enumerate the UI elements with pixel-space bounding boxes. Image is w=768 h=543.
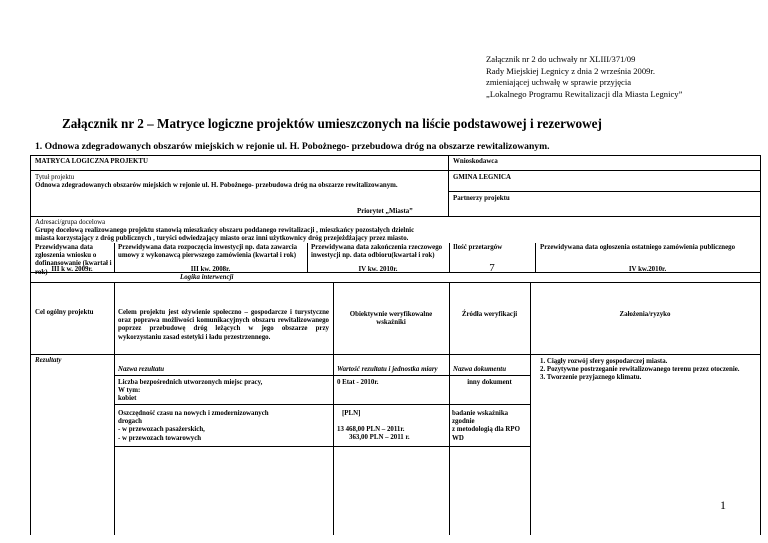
assumptions-list	[540, 358, 755, 383]
result-doc: inny dokument	[467, 379, 512, 386]
result-name-line: - w przewozach towarowych	[118, 434, 202, 442]
result-doc-multi	[452, 410, 530, 443]
result-name-line: kobiet	[118, 395, 137, 403]
assumption-item: 1. Ciągły rozwój sfery gospodarczej miasta.	[540, 358, 668, 365]
submission-date-label: Przewidywana data zgłoszenia wniosku o dofinansowanie (kwartał i rok)	[35, 244, 112, 276]
target-group-label: Adresaci/grupa docelowa	[35, 219, 106, 226]
goal-label: Cel ogólny projektu	[35, 309, 94, 316]
header-line: „Lokalnego Programu Rewitalizacji dla Miasta Legnicy”	[486, 88, 683, 99]
priority-label: Priorytet „Miasta”	[357, 208, 413, 215]
header-line: zmieniającej uchwałę w sprawie przyjęcia	[486, 77, 632, 88]
end-date-value: IV kw. 2010r.	[358, 266, 398, 273]
project-title-value: Odnowa zdegradowanych obszarów miejskich w rejonie ul. H. Pobożnego- przebudowa dróg na obszarze rewitalizowanym.	[35, 182, 398, 189]
tenders-label: Ilość przetargów	[453, 244, 503, 251]
start-date-label: Przewidywana data rozpoczęcia inwestycji np. data zawarcia umowy z wykonawcą pierwszego zamówienia (kwartał i rok)	[118, 244, 298, 260]
objective-indicators-label: Obiektywnie weryfikowalne wskaźniki	[349, 311, 433, 327]
section-heading: 1. Odnowa zdegradowanych obszarów miejskich w rejonie ul. H. Pobożnego- przebudowa dróg na obszarze rewitalizowanym.	[35, 141, 550, 152]
goal-text: Celem projektu jest ożywienie społeczno – gospodarcze i turystyczne oraz poprawa możliwości komunikacyjnych obszaru rewitalizowanego poprzez przebudowę dróg leżących w jego obszarze przy wykorzystaniu zasad estetyki i ładu przestrzennego.	[118, 309, 329, 341]
last-tender-value: IV kw.2010r.	[628, 266, 667, 273]
results-label: Rezultaty	[35, 357, 62, 364]
tenders-value: 7	[489, 262, 495, 274]
assumption-item: 3. Tworzenie przyjaznego klimatu.	[540, 374, 642, 382]
resolution-header	[486, 54, 756, 100]
submission-date-value: III k w. 2009r.	[51, 266, 93, 273]
page-title: Załącznik nr 2 – Matryce logiczne projektów umieszczonych na liście podstawowej i rezerwowej	[62, 116, 602, 131]
project-title-label: Tytuł projektu	[35, 174, 75, 181]
assumptions-label: Założenia/ryzyko	[619, 311, 671, 318]
verification-sources-label: Źródła weryfikacji	[461, 311, 518, 318]
result-value: 0 Etat - 2010r.	[337, 379, 379, 386]
header-line: Rady Miejskiej Legnicy z dnia 2 września 2009r.	[486, 65, 655, 76]
page-number: 1	[720, 498, 726, 512]
doc-header: Nazwa dokumentu	[453, 366, 507, 373]
logic-heading: Logika interwencji	[180, 274, 234, 281]
target-group-text: Grupę docelową realizowanego projektu stanowią mieszkańcy obszaru poddanego rewitalizacji , mieszkańcy pozostałych dzielnic	[35, 227, 415, 234]
target-group-text: miasta korzystający z dróg publicznych , turyści odwiedzający miasto oraz inni użytkownicy dróg przejeżdżający przez miasto.	[35, 235, 409, 242]
start-date-value: III kw. 2008r.	[190, 266, 231, 273]
result-name-line: Liczba bezpośrednich utworzonych miejsc pracy,	[118, 379, 263, 386]
last-tender-label: Przewidywana data ogłoszenia ostatniego zamówienia publicznego	[540, 244, 736, 251]
result-name-line: Oszczędność czasu na nowych i zmodernizowanych	[118, 410, 269, 417]
result-name-line: W tym:	[118, 387, 141, 395]
result-doc-line: badanie wskaźnika zgodnie	[452, 410, 509, 426]
applicant-label: Wnioskodawca	[453, 158, 498, 165]
matrix-heading: MATRYCA LOGICZNA PROJEKTU	[35, 158, 148, 165]
result-name-header: Nazwa rezultatu	[118, 366, 165, 373]
result-row-jobs	[118, 379, 262, 404]
result-value-line: [PLN]	[342, 410, 361, 417]
result-value-line: 363,00 PLN – 2011 r.	[349, 434, 410, 442]
result-name-line: - w przewozach pasażerskich,	[118, 426, 205, 434]
result-doc-line: z metodologią dla RPO WD	[452, 426, 520, 442]
result-value-header: Wartość rezultatu i jednostka miary	[337, 366, 438, 373]
result-row-time-savings	[118, 410, 269, 443]
result-value-line: 13 468,00 PLN – 2011r.	[337, 426, 405, 434]
header-line: Załącznik nr 2 do uchwały nr XLIII/371/09	[486, 54, 636, 64]
result-value-multi	[337, 410, 447, 443]
applicant-value: GMINA LEGNICA	[453, 174, 512, 181]
end-date-label: Przewidywana data zakończenia rzeczowego inwestycji np. data odbioru(kwartał i rok)	[311, 244, 443, 260]
partners-label: Partnerzy projektu	[453, 195, 510, 202]
assumption-item: 2. Pozytywne postrzeganie rewitalizowanego terenu przez otoczenie.	[540, 366, 740, 374]
result-name-line: drogach	[118, 418, 142, 426]
